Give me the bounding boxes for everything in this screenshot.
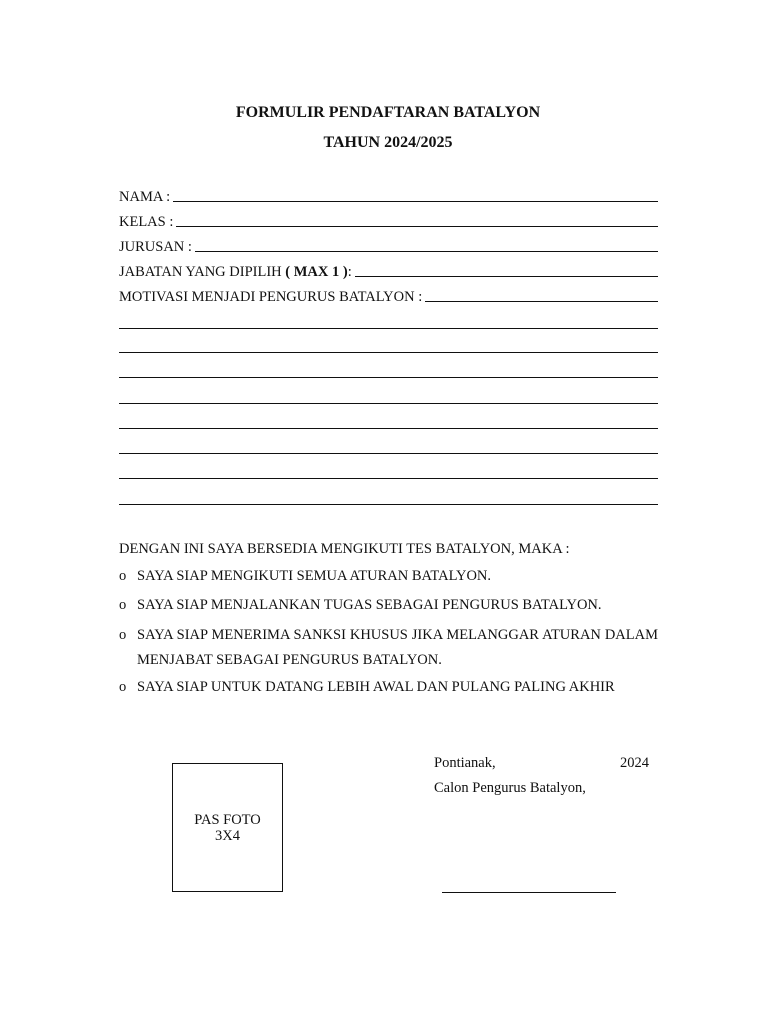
photo-label: PAS FOTO <box>194 811 261 828</box>
photo-size: 3X4 <box>215 827 240 844</box>
motivasi-line[interactable] <box>119 352 658 353</box>
signature-place: Pontianak, <box>434 755 496 771</box>
agreement-item-text: SAYA SIAP MENJALANKAN TUGAS SEBAGAI PENGURUS BATALYON. <box>137 597 602 613</box>
signature-role: Calon Pengurus Batalyon, <box>434 780 586 796</box>
bullet-icon: o <box>119 627 127 643</box>
field-jurusan-label: JURUSAN : <box>119 239 192 255</box>
field-jabatan-max: ( MAX 1 ) <box>285 264 348 280</box>
form-title: FORMULIR PENDAFTARAN BATALYON <box>235 104 541 121</box>
field-jabatan-prefix: JABATAN YANG DIPILIH <box>119 264 282 280</box>
field-jabatan-line[interactable] <box>355 276 658 277</box>
bullet-icon: o <box>119 597 127 613</box>
field-nama-label: NAMA : <box>119 189 171 205</box>
motivasi-line[interactable] <box>119 504 658 505</box>
field-kelas-label: KELAS : <box>119 214 174 230</box>
agreement-item <box>119 675 658 700</box>
signature-year: 2024 <box>620 755 649 771</box>
field-kelas <box>119 211 658 231</box>
field-motivasi <box>119 286 658 306</box>
field-nama-line[interactable] <box>173 201 658 202</box>
field-jurusan <box>119 236 658 256</box>
agreement-item <box>119 623 658 673</box>
motivasi-line[interactable] <box>119 478 658 479</box>
motivasi-line[interactable] <box>119 377 658 378</box>
bullet-icon: o <box>119 568 127 584</box>
field-jurusan-line[interactable] <box>195 251 658 252</box>
field-motivasi-line[interactable] <box>425 301 658 302</box>
agreement-item-text: SAYA SIAP MENGIKUTI SEMUA ATURAN BATALYON. <box>137 568 492 584</box>
agreement-item-text: SAYA SIAP UNTUK DATANG LEBIH AWAL DAN PULANG PALING AKHIR <box>137 679 615 695</box>
agreement-item <box>119 564 658 589</box>
agreement-item-text: SAYA SIAP MENERIMA SANKSI KHUSUS JIKA MELANGGAR ATURAN DALAM MENJABAT SEBAGAI PENGURUS BATALYON. <box>137 627 658 668</box>
field-jabatan-label <box>119 264 355 281</box>
field-jabatan-colon: : <box>347 264 352 280</box>
motivasi-line[interactable] <box>119 453 658 454</box>
motivasi-line[interactable] <box>119 403 658 404</box>
form-year: TAHUN 2024/2025 <box>323 134 453 151</box>
photo-box <box>172 763 283 892</box>
motivasi-line[interactable] <box>119 328 658 329</box>
field-jabatan <box>119 261 658 281</box>
field-kelas-line[interactable] <box>176 226 658 227</box>
agreement-item <box>119 593 658 618</box>
signature-line[interactable] <box>442 892 616 893</box>
motivasi-line[interactable] <box>119 428 658 429</box>
field-motivasi-label: MOTIVASI MENJADI PENGURUS BATALYON : <box>119 289 423 305</box>
agreement-intro: DENGAN INI SAYA BERSEDIA MENGIKUTI TES BATALYON, MAKA : <box>119 541 570 557</box>
field-nama <box>119 186 658 206</box>
bullet-icon: o <box>119 679 127 695</box>
